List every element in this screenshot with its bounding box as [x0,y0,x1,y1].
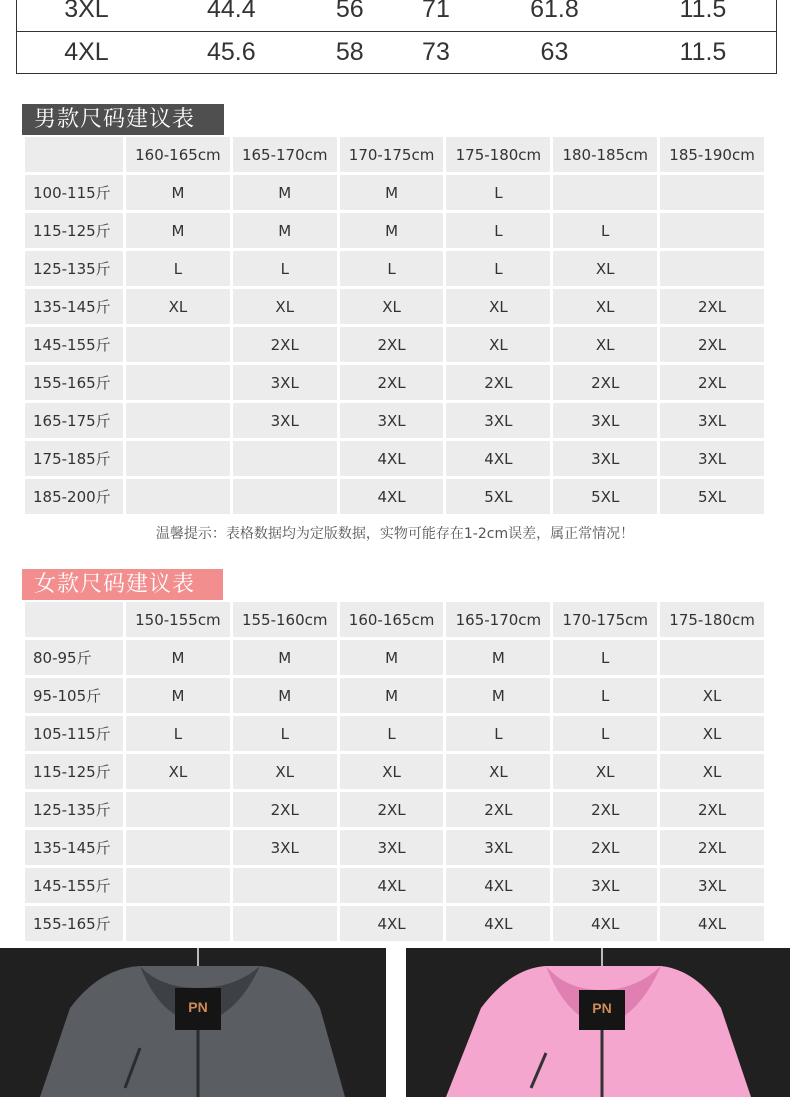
table-row [25,716,764,751]
measurement-table [16,0,777,74]
size-cell [233,906,337,941]
height-header: 160-165cm [126,137,230,172]
men-jacket-photo [0,948,386,1097]
size-cell: 2XL [660,365,764,400]
size-cell [233,868,337,903]
table-cell: 45.6 [156,31,307,74]
size-cell: M [126,175,230,210]
size-cell: 3XL [553,441,657,476]
size-cell: L [553,716,657,751]
weight-header: 115-125斤 [25,754,123,789]
weight-header: 125-135斤 [25,251,123,286]
women-jacket-photo [406,948,790,1097]
size-cell: M [340,213,444,248]
size-cell [126,365,230,400]
table-row [25,365,764,400]
weight-header: 115-125斤 [25,213,123,248]
size-cell [553,175,657,210]
size-cell: 3XL [660,868,764,903]
size-cell: M [340,175,444,210]
size-cell: M [233,678,337,713]
size-cell: L [553,213,657,248]
size-cell: 3XL [660,441,764,476]
size-cell: L [233,716,337,751]
table-row [17,0,777,31]
grey-jacket-image [0,948,386,1097]
table-row [25,251,764,286]
size-cell: XL [660,716,764,751]
table-row [25,327,764,362]
table-cell: 73 [393,31,479,74]
brand-label: PN [592,1000,612,1016]
size-cell [660,640,764,675]
table-row [25,792,764,827]
weight-header: 125-135斤 [25,792,123,827]
size-cell: 4XL [446,441,550,476]
weight-header: 175-185斤 [25,441,123,476]
size-cell: XL [660,678,764,713]
table-cell: 3XL [64,0,109,24]
size-cell: 4XL [340,479,444,514]
size-cell: 2XL [340,792,444,827]
height-header: 165-170cm [233,137,337,172]
table-cell: 11.5 [679,0,727,24]
size-cell: XL [553,251,657,286]
size-cell: L [553,640,657,675]
size-cell: 4XL [553,906,657,941]
size-cell: 3XL [233,830,337,865]
size-cell: L [126,251,230,286]
size-cell: L [340,716,444,751]
height-header: 150-155cm [126,602,230,637]
size-cell [126,792,230,827]
size-cell: L [446,716,550,751]
height-header: 170-175cm [340,137,444,172]
size-cell: 4XL [446,906,550,941]
size-cell: 3XL [233,365,337,400]
table-row [25,479,764,514]
table-row [25,906,764,941]
size-cell: M [233,175,337,210]
size-cell: 4XL [340,441,444,476]
table-corner [25,137,123,172]
size-cell: M [340,640,444,675]
table-row [25,754,764,789]
size-cell: 3XL [553,403,657,438]
size-cell: M [126,640,230,675]
weight-header: 145-155斤 [25,327,123,362]
table-cell: 71 [422,0,450,24]
size-cell: XL [446,289,550,324]
size-cell: 3XL [553,868,657,903]
weight-header: 105-115斤 [25,716,123,751]
weight-header: 95-105斤 [25,678,123,713]
size-cell: 4XL [660,906,764,941]
size-cell: M [340,678,444,713]
table-row [25,403,764,438]
size-cell: 3XL [233,403,337,438]
size-cell: 2XL [660,327,764,362]
size-cell [126,906,230,941]
size-cell: 2XL [233,327,337,362]
women-size-table [22,599,767,944]
size-cell: L [446,251,550,286]
size-cell: XL [233,754,337,789]
height-header: 165-170cm [446,602,550,637]
size-cell: L [340,251,444,286]
size-cell: M [126,213,230,248]
size-cell: 2XL [446,365,550,400]
size-cell: 5XL [446,479,550,514]
size-cell [126,479,230,514]
size-cell: L [553,678,657,713]
height-header: 170-175cm [553,602,657,637]
table-cell: 56 [335,0,364,24]
table-cell: 11.5 [630,31,777,74]
weight-header: 100-115斤 [25,175,123,210]
height-header: 185-190cm [660,137,764,172]
size-cell [660,251,764,286]
pink-jacket-image [406,948,790,1097]
height-header: 175-180cm [660,602,764,637]
size-cell [126,441,230,476]
size-cell: XL [553,327,657,362]
size-cell: L [126,716,230,751]
size-cell: M [233,640,337,675]
size-cell [126,868,230,903]
size-cell: 2XL [233,792,337,827]
size-cell: 4XL [446,868,550,903]
size-cell [660,213,764,248]
table-cell: 4XL [17,31,156,74]
height-header: 155-160cm [233,602,337,637]
weight-header: 80-95斤 [25,640,123,675]
size-cell: 2XL [660,289,764,324]
table-corner [25,602,123,637]
men-size-title: 男款尺码建议表 [22,104,224,135]
size-cell: L [446,213,550,248]
size-cell: 3XL [340,403,444,438]
size-cell: XL [126,754,230,789]
size-cell: 2XL [553,792,657,827]
size-cell: XL [446,754,550,789]
size-cell: L [233,251,337,286]
weight-header: 135-145斤 [25,830,123,865]
table-row [25,640,764,675]
brand-label: PN [188,999,208,1015]
height-header: 175-180cm [446,137,550,172]
size-cell: 3XL [340,830,444,865]
size-cell: XL [660,754,764,789]
table-cell: 63 [479,31,630,74]
size-cell: XL [340,289,444,324]
size-cell: 5XL [660,479,764,514]
weight-header: 145-155斤 [25,868,123,903]
size-cell [233,479,337,514]
height-header: 180-185cm [553,137,657,172]
table-row [25,678,764,713]
tip-note: 温馨提示：表格数据均为定版数据，实物可能存在1-2cm误差，属正常情况！ [155,526,635,542]
table-cell: 58 [307,31,393,74]
size-cell: M [446,678,550,713]
table-row [17,31,777,74]
table-cell: 44.4 [206,0,256,24]
size-cell [660,175,764,210]
size-cell [126,403,230,438]
size-cell: 2XL [553,365,657,400]
size-cell: XL [553,754,657,789]
size-cell: 2XL [660,792,764,827]
size-cell [126,327,230,362]
size-cell: 3XL [446,403,550,438]
size-cell: 2XL [553,830,657,865]
table-row [25,868,764,903]
size-cell: XL [340,754,444,789]
size-cell: 3XL [660,403,764,438]
size-cell [233,441,337,476]
table-row [25,441,764,476]
height-header: 160-165cm [340,602,444,637]
size-cell: XL [446,327,550,362]
table-row [25,213,764,248]
size-cell: 2XL [340,327,444,362]
table-row [25,175,764,210]
weight-header: 155-165斤 [25,365,123,400]
size-cell: 2XL [340,365,444,400]
men-size-table [22,134,767,517]
size-cell: 3XL [446,830,550,865]
size-cell [126,830,230,865]
size-cell: 5XL [553,479,657,514]
size-cell: XL [233,289,337,324]
weight-header: 135-145斤 [25,289,123,324]
size-cell: 2XL [446,792,550,827]
weight-header: 185-200斤 [25,479,123,514]
weight-header: 165-175斤 [25,403,123,438]
table-row [25,830,764,865]
size-cell: 2XL [660,830,764,865]
size-cell: M [126,678,230,713]
size-cell: M [233,213,337,248]
table-row [25,289,764,324]
weight-header: 155-165斤 [25,906,123,941]
size-cell: M [446,640,550,675]
size-cell: XL [553,289,657,324]
size-cell: XL [126,289,230,324]
size-cell: 4XL [340,868,444,903]
size-cell: 4XL [340,906,444,941]
size-cell: L [446,175,550,210]
women-size-title: 女款尺码建议表 [22,569,223,600]
table-cell: 61.8 [530,0,579,24]
